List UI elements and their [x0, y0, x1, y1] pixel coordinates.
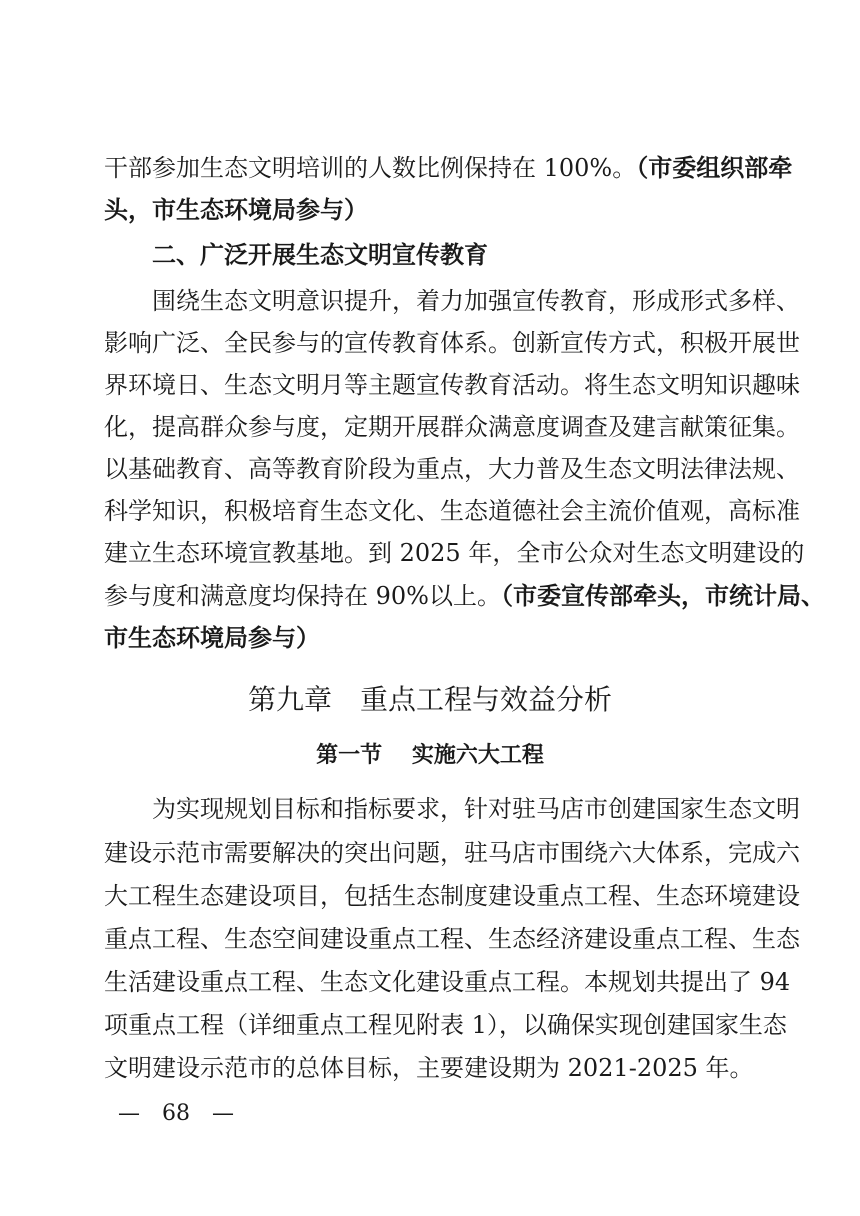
paragraph-line: 科学知识，积极培育生态文化、生态道德社会主流价值观，高标准 — [104, 497, 800, 525]
paragraph-line: 重点工程、生态空间建设重点工程、生态经济建设重点工程、生态 — [104, 925, 800, 953]
body-text: 参与度和满意度均保持在 90%以上。 — [104, 582, 501, 610]
paragraph-line: 界环境日、生态文明月等主题宣传教育活动。将生态文明知识趣味 — [104, 371, 800, 399]
paragraph-line: 为实现规划目标和指标要求，针对驻马店市创建国家生态文明 — [152, 795, 800, 823]
responsible-dept-text: 市生态环境局参与） — [104, 624, 320, 652]
paragraph-line: 围绕生态文明意识提升，着力加强宣传教育，形成形式多样、 — [152, 287, 800, 315]
paragraph-line — [104, 189, 756, 231]
paragraph-line: 建设示范市需要解决的突出问题，驻马店市围绕六大体系，完成六 — [104, 839, 800, 867]
body-text: 干部参加生态文明培训的人数比例保持在 100%。 — [104, 154, 637, 182]
paragraph-line — [104, 147, 793, 189]
paragraph-line: 大工程生态建设项目，包括生态制度建设重点工程、生态环境建设 — [104, 882, 800, 910]
responsible-dept-text: （市委宣传部牵头，市统计局、 — [500, 582, 825, 610]
paragraph-line: 生活建设重点工程、生态文化建设重点工程。本规划共提出了 94 — [104, 968, 791, 996]
paragraph-line: 影响广泛、全民参与的宣传教育体系。创新宣传方式，积极开展世 — [104, 329, 800, 357]
chapter-title: 第九章 重点工程与效益分析 — [247, 683, 612, 716]
subsection-heading: 二、广泛开展生态文明宣传教育 — [152, 241, 488, 269]
paragraph-line: 化，提高群众参与度，定期开展群众满意度调查及建言献策征集。 — [104, 413, 800, 441]
paragraph-line: 建立生态环境宣教基地。到 2025 年，全市公众对生态文明建设的 — [104, 539, 805, 567]
paragraph-line: 项重点工程（详细重点工程见附表 1），以确保实现创建国家生态 — [104, 1011, 787, 1039]
paragraph-line: 以基础教育、高等教育阶段为重点，大力普及生态文明法律法规、 — [104, 455, 800, 483]
paragraph-line: 文明建设示范市的总体目标，主要建设期为 2021-2025 年。 — [104, 1054, 754, 1082]
responsible-dept-text: 头，市生态环境局参与） — [104, 196, 368, 224]
page-number: — 68 — — [118, 1101, 234, 1126]
paragraph-line — [104, 575, 825, 617]
paragraph-line — [104, 617, 756, 659]
responsible-dept-text: （市委组织部牵 — [636, 154, 793, 182]
section-title: 第一节 实施六大工程 — [316, 743, 544, 768]
